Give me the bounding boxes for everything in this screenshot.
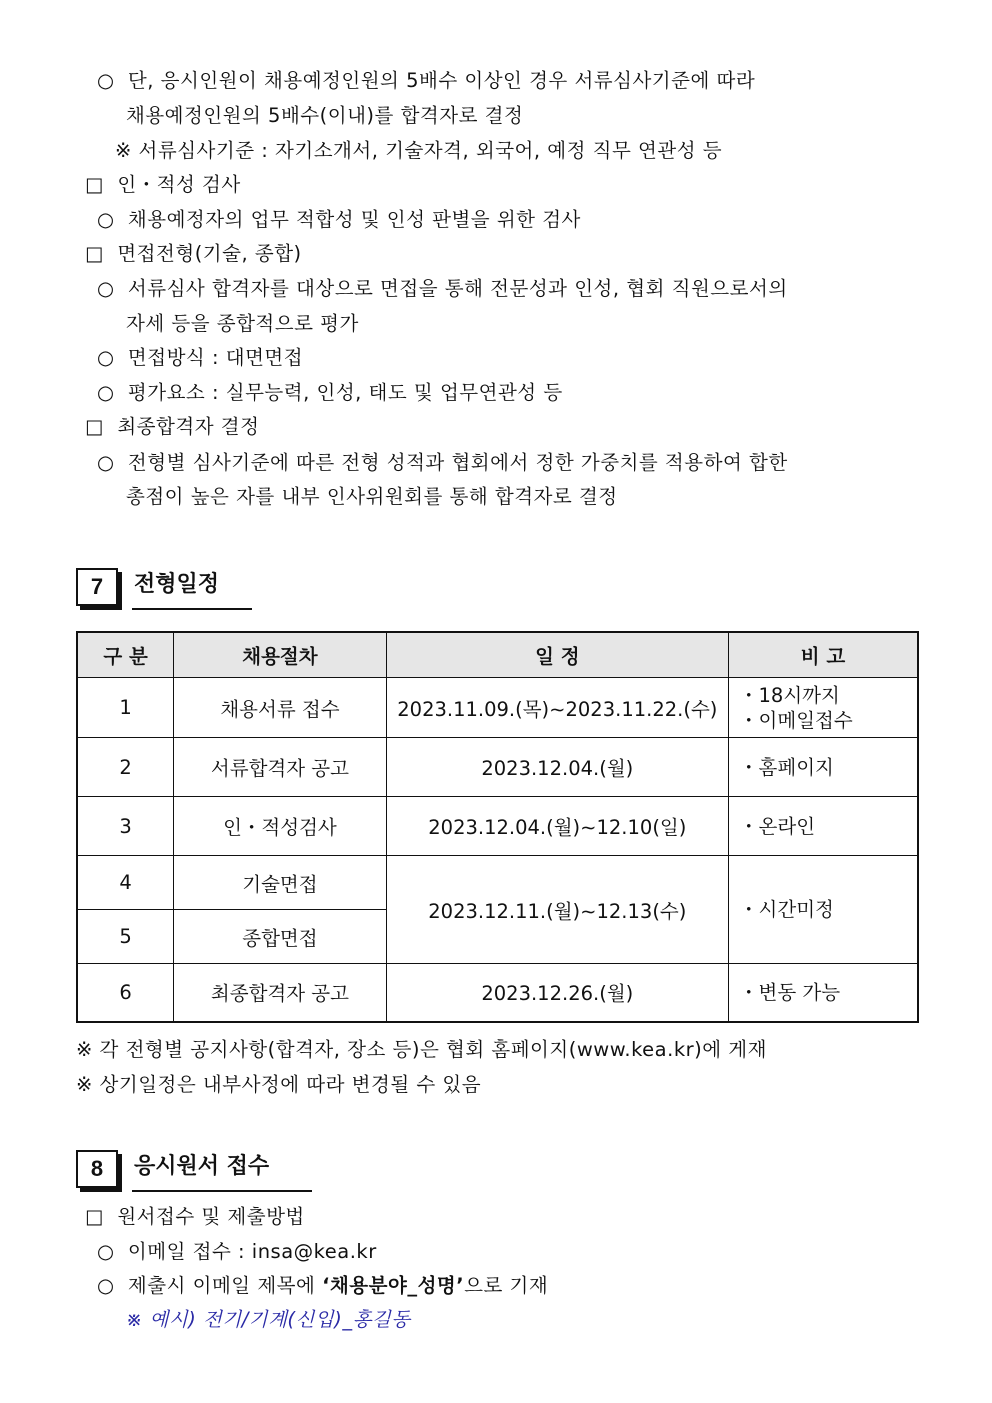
table-row [77, 738, 918, 797]
cell-no: 2 [77, 738, 174, 797]
section-number: 7 [76, 568, 118, 606]
checkbox-heading: □ 최종합격자 결정 [85, 415, 260, 438]
checkbox-heading: □ 면접전형(기술, 종합) [85, 242, 302, 265]
bullet-line: 자세 등을 종합적으로 평가 [126, 312, 359, 335]
table-footnote: ※ 상기일정은 내부사정에 따라 변경될 수 있음 [76, 1073, 482, 1096]
bullet-line: ○ 단, 응시인원이 채용예정인원의 5배수 이상인 경우 서류심사기준에 따라 [97, 69, 756, 92]
table-header-row [77, 632, 918, 678]
cell-no: 3 [77, 797, 174, 856]
note-text: ・이메일접수 [739, 708, 853, 732]
table-row [77, 964, 918, 1022]
cell-date: 2023.12.04.(월)∼12.10(일) [386, 797, 728, 856]
cell-note: ・온라인 [729, 797, 918, 856]
cell-note: ・시간미정 [729, 856, 918, 964]
bullet-line: ○ 평가요소 : 실무능력, 인성, 태도 및 업무연관성 등 [97, 381, 563, 404]
schedule-table [76, 631, 919, 1023]
cell-step: 서류합격자 공고 [174, 738, 386, 797]
cell-date: 2023.12.26.(월) [386, 964, 728, 1022]
header-cell: 구 분 [77, 632, 174, 678]
checkbox-heading: □ 원서접수 및 제출방법 [85, 1205, 305, 1228]
cell-note: ・변동 가능 [729, 964, 918, 1022]
title-underline [132, 1190, 312, 1192]
subject-format: ‘채용분야_성명’ [322, 1274, 465, 1297]
note-line: ※ 서류심사기준 : 자기소개서, 기술자격, 외국어, 예정 직무 연관성 등 [115, 139, 723, 162]
bullet-line: 총점이 높은 자를 내부 인사위원회를 통해 합격자로 결정 [126, 485, 618, 508]
cell-step: 인・적성검사 [174, 797, 386, 856]
cell-no: 5 [77, 910, 174, 964]
cell-no: 1 [77, 678, 174, 738]
cell-note: ・홈페이지 [729, 738, 918, 797]
cell-step: 채용서류 접수 [174, 678, 386, 738]
header-cell: 비 고 [729, 632, 918, 678]
cell-step: 종합면접 [174, 910, 386, 964]
header-cell: 채용절차 [174, 632, 386, 678]
section-number: 8 [76, 1150, 118, 1188]
bullet-line: 채용예정인원의 5배수(이내)를 합격자로 결정 [126, 104, 524, 127]
bullet-line: ○ 이메일 접수 : insa@kea.kr [97, 1240, 377, 1263]
cell-no: 6 [77, 964, 174, 1022]
cell-date: 2023.12.04.(월) [386, 738, 728, 797]
bullet-line: ○ 서류심사 합격자를 대상으로 면접을 통해 전문성과 인성, 협회 직원으로서의 [97, 277, 788, 300]
header-cell: 일 정 [386, 632, 728, 678]
table-row [77, 797, 918, 856]
bullet-line: ○ 면접방식 : 대면면접 [97, 346, 304, 369]
cell-date: 2023.11.09.(목)∼2023.11.22.(수) [386, 678, 728, 738]
cell-note [729, 678, 918, 738]
checkbox-heading: □ 인・적성 검사 [85, 173, 241, 196]
table-row [77, 678, 918, 738]
example-note: ※ 예시) 전기/기계(신입)_홍길동 [126, 1308, 411, 1331]
table-footnote: ※ 각 전형별 공지사항(합격자, 장소 등)은 협회 홈페이지(www.kea.kr)에 게재 [76, 1038, 767, 1061]
title-underline [132, 608, 252, 610]
section-title: 전형일정 [134, 572, 220, 597]
table-row [77, 856, 918, 910]
cell-date: 2023.12.11.(월)∼12.13(수) [386, 856, 728, 964]
section-title: 응시원서 접수 [134, 1154, 270, 1179]
cell-step: 최종합격자 공고 [174, 964, 386, 1022]
bullet-line: ○ 전형별 심사기준에 따른 전형 성적과 협회에서 정한 가중치를 적용하여 합한 [97, 451, 788, 474]
bullet-line: ○ 채용예정자의 업무 적합성 및 인성 판별을 위한 검사 [97, 208, 581, 231]
cell-step: 기술면접 [174, 856, 386, 910]
note-text: ・18시까지 [739, 683, 840, 707]
bullet-line: ○ 제출시 이메일 제목에 ‘채용분야_성명’으로 기재 [97, 1274, 549, 1297]
cell-no: 4 [77, 856, 174, 910]
